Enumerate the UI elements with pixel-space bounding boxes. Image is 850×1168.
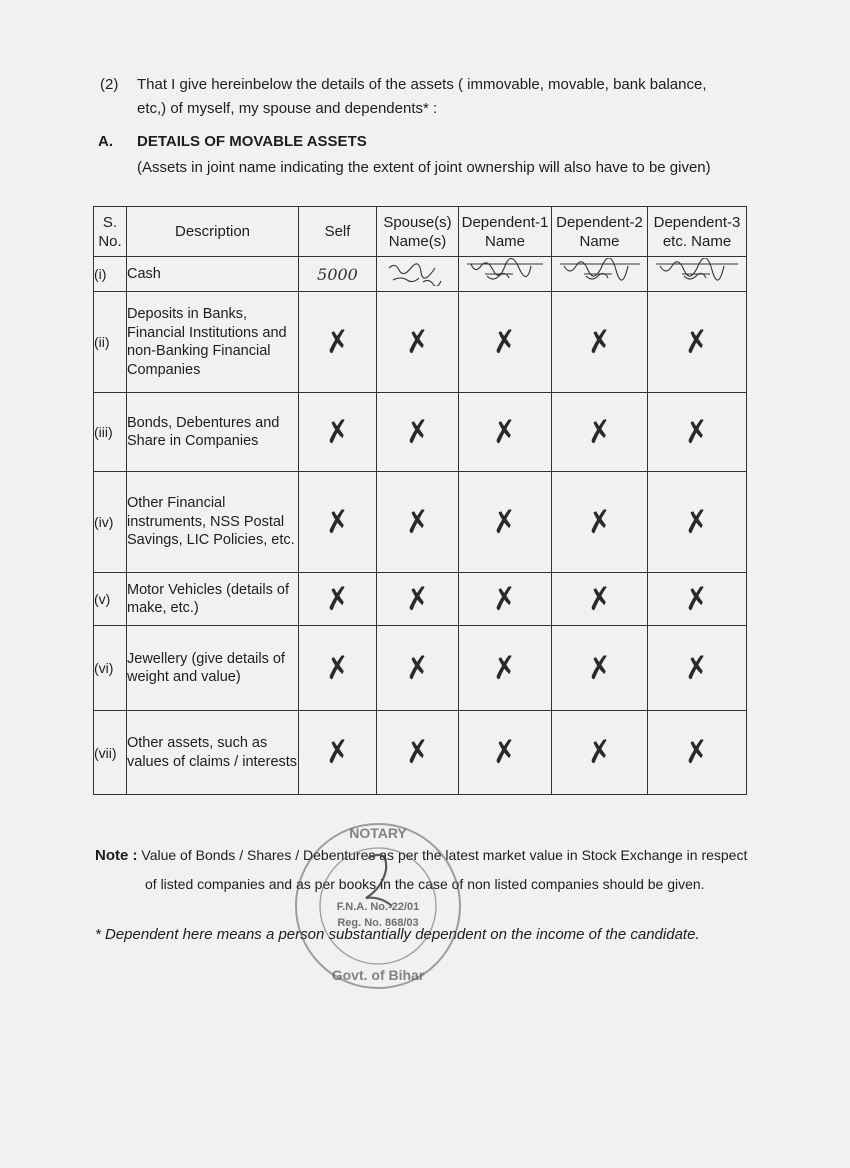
table-row: [94, 292, 747, 393]
cross-mark-icon: ✗: [584, 648, 615, 688]
note-line-2: of listed companies and as per books in the case of non listed companies should be given.: [145, 876, 705, 892]
header-dependent-1: Dependent-1 Name: [459, 207, 552, 257]
cross-mark-icon: ✗: [490, 579, 520, 619]
cross-mark-icon: ✗: [322, 412, 353, 452]
cross-mark-icon: ✗: [682, 648, 712, 688]
paragraph-text: That I give hereinbelow the details of the assets ( immovable, movable, bank balance, etc,) of myself, my spouse and dependents* :: [137, 76, 707, 117]
cross-mark-icon: ✗: [682, 502, 712, 542]
cross-mark-icon: ✗: [402, 733, 433, 772]
cash-self-value: [299, 257, 377, 292]
handwritten-amount: 5000: [317, 264, 358, 284]
cash-dep1-handwriting: [459, 257, 552, 292]
table-row: [94, 472, 747, 573]
handwritten-name-spouse: [383, 258, 453, 286]
movable-assets-table: [93, 206, 747, 795]
cross-mark-icon: ✗: [584, 579, 615, 619]
section-title: DETAILS OF MOVABLE ASSETS: [137, 133, 367, 150]
section-a-note: (Assets in joint name indicating the extent of joint ownership will also have to be given): [137, 159, 711, 176]
row-description: Deposits in Banks, Financial Institutions and non-Banking Financial Companies: [127, 292, 299, 393]
cross-mark-icon: ✗: [584, 733, 615, 772]
seal-top-text: NOTARY: [349, 825, 407, 841]
handwritten-name-dep3: [652, 258, 742, 286]
note-label: Note :: [95, 847, 138, 864]
cross-mark-icon: ✗: [490, 733, 520, 772]
cross-mark-icon: ✗: [490, 648, 520, 688]
section-letter: A.: [98, 133, 113, 150]
row-sno: (vii): [94, 711, 127, 795]
header-self: Self: [299, 207, 377, 257]
cross-mark-icon: ✗: [402, 412, 433, 452]
row-sno: (iii): [94, 393, 127, 472]
cash-spouse-handwriting: [377, 257, 459, 292]
seal-line-1: F.N.A. No.-22/01: [336, 901, 420, 913]
table-header-row: [94, 207, 747, 257]
note-line-1: Value of Bonds / Shares / Debentures as per the latest market value in Stock Exchange in respect: [141, 847, 748, 863]
cross-mark-icon: ✗: [584, 322, 615, 362]
cross-mark-icon: ✗: [584, 412, 615, 452]
row-sno: (iv): [94, 472, 127, 573]
row-description: Bonds, Debentures and Share in Companies: [127, 393, 299, 472]
cross-mark-icon: ✗: [402, 648, 433, 688]
table-row: [94, 393, 747, 472]
cash-dep2-handwriting: [552, 257, 648, 292]
cash-dep3-handwriting: [648, 257, 747, 292]
table-row: [94, 626, 747, 711]
cross-mark-icon: ✗: [584, 502, 615, 542]
dependent-definition: * Dependent here means a person substantially dependent on the income of the candidate.: [95, 926, 700, 943]
row-sno: (v): [94, 573, 127, 626]
table-row: [94, 711, 747, 795]
cross-mark-icon: ✗: [402, 502, 433, 542]
row-description: Motor Vehicles (details of make, etc.): [127, 573, 299, 626]
table-row: [94, 257, 747, 292]
cross-mark-icon: ✗: [402, 322, 433, 362]
cross-mark-icon: ✗: [682, 412, 712, 452]
handwritten-name-dep1: [463, 258, 547, 286]
seal-bottom-text: Govt. of Bihar: [331, 967, 425, 983]
header-dependent-3: Dependent-3 etc. Name: [648, 207, 747, 257]
cross-mark-icon: ✗: [682, 733, 712, 772]
row-description: Other assets, such as values of claims / interests: [127, 711, 299, 795]
signature-icon: [366, 855, 392, 906]
cross-mark-icon: ✗: [322, 502, 353, 542]
cross-mark-icon: ✗: [322, 579, 353, 619]
cross-mark-icon: ✗: [322, 322, 353, 362]
header-sno: S. No.: [94, 207, 127, 257]
row-description: Jewellery (give details of weight and value): [127, 626, 299, 711]
seal-line-2: Reg. No. 868/03: [337, 917, 419, 929]
header-spouse: Spouse(s) Name(s): [377, 207, 459, 257]
table-row: [94, 573, 747, 626]
header-dependent-2: Dependent-2 Name: [552, 207, 648, 257]
cross-mark-icon: ✗: [682, 322, 712, 362]
handwritten-name-dep2: [556, 258, 644, 286]
row-description: Cash: [127, 257, 299, 292]
row-sno: (i): [94, 257, 127, 292]
cross-mark-icon: ✗: [402, 579, 433, 619]
cross-mark-icon: ✗: [490, 502, 520, 542]
row-description: Other Financial instruments, NSS Postal Savings, LIC Policies, etc.: [127, 472, 299, 573]
notary-seal-stamp: [283, 818, 473, 998]
cross-mark-icon: ✗: [490, 322, 520, 362]
row-sno: (vi): [94, 626, 127, 711]
cross-mark-icon: ✗: [322, 733, 353, 772]
header-description: Description: [127, 207, 299, 257]
cross-mark-icon: ✗: [322, 648, 353, 688]
cross-mark-icon: ✗: [490, 412, 520, 452]
paragraph-number: (2): [100, 76, 119, 93]
row-sno: (ii): [94, 292, 127, 393]
cross-mark-icon: ✗: [682, 579, 712, 619]
